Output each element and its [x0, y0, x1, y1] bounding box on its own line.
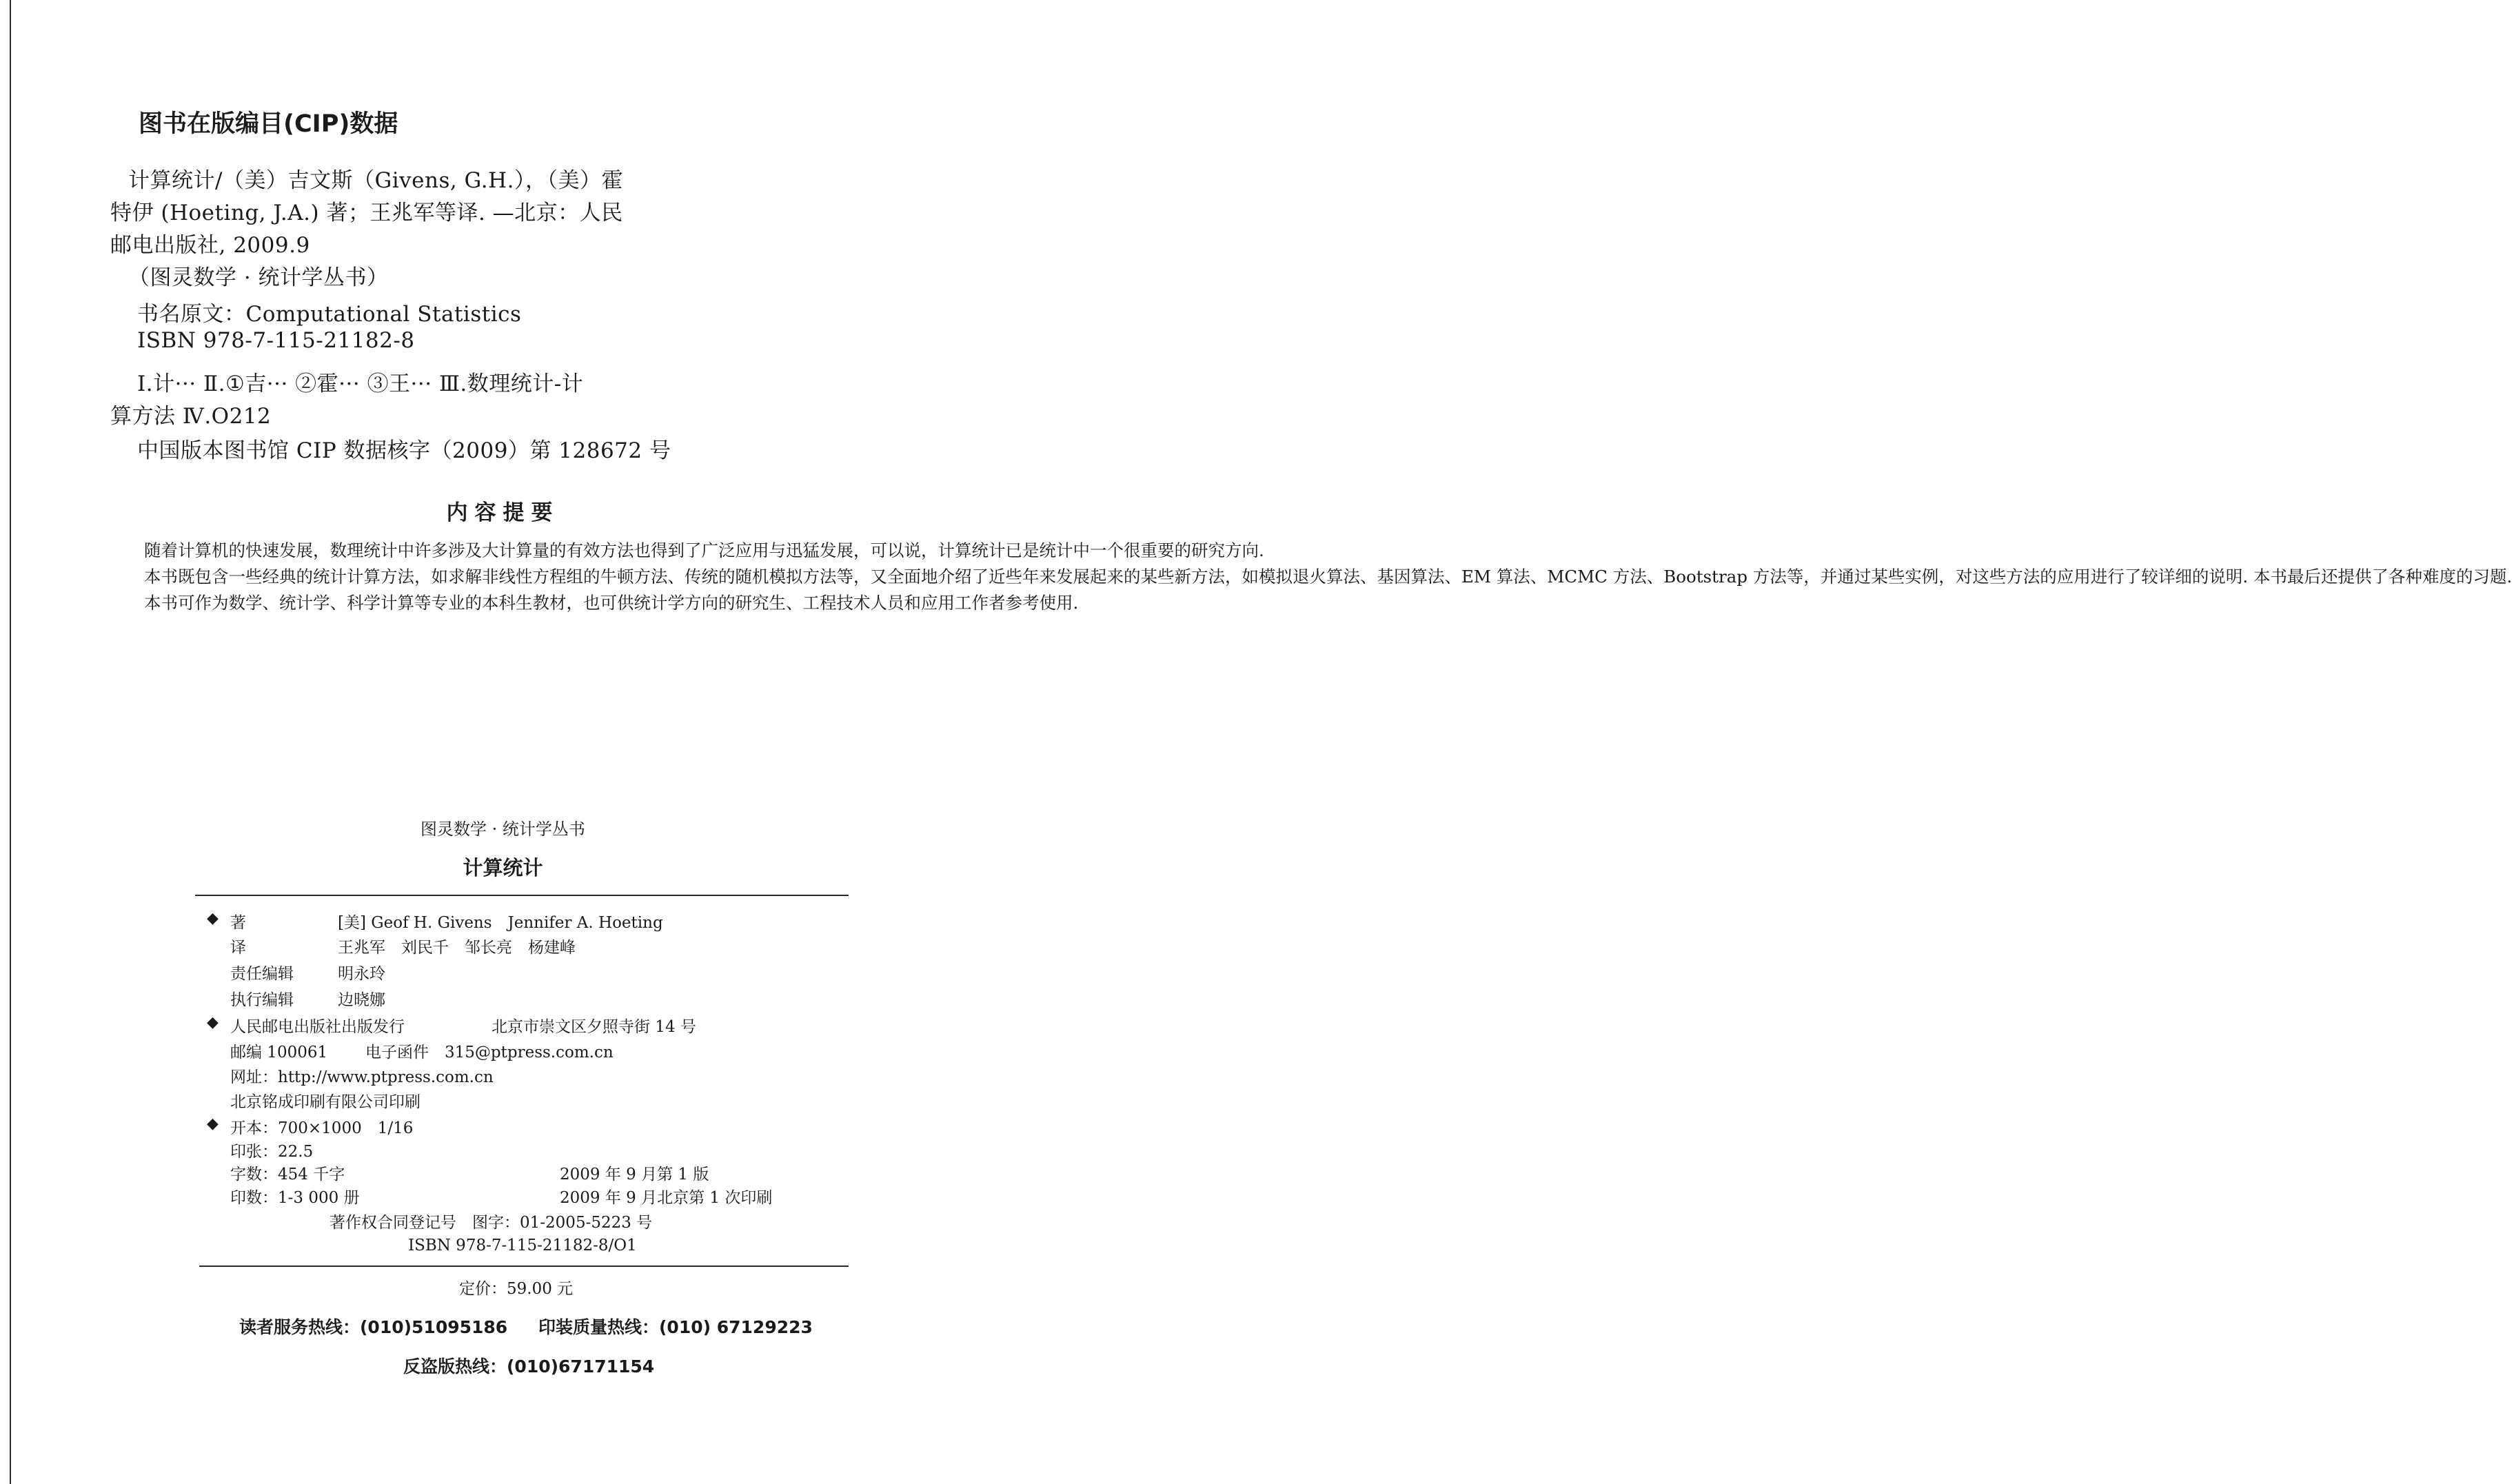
price: 定价：59.00 元: [459, 1280, 574, 1298]
editor-label: 责任编辑: [230, 965, 294, 983]
diamond-bullet-icon: ◆: [207, 1115, 219, 1132]
author-label: 著: [230, 914, 246, 932]
summary-paragraph: 随着计算机的快速发展，数理统计中许多涉及大计算量的有效方法也得到了广泛应用与迅猛发展，可以说，计算统计已是统计中一个很重要的研究方向.: [144, 540, 1264, 560]
cip-line: 邮电出版社, 2009.9: [110, 233, 310, 258]
publisher-address: 北京市崇文区夕照寺街 14 号: [492, 1018, 696, 1036]
cip-line: Ⅰ.计··· Ⅱ.①吉··· ②霍··· ③王··· Ⅲ.数理统计-计: [137, 372, 584, 396]
anti-piracy-hotline: 反盗版热线：(010)67171154: [403, 1356, 655, 1376]
cip-line: 算方法 Ⅳ.O212: [110, 404, 272, 429]
sheets: 印张：22.5: [230, 1143, 314, 1161]
exec-editor-label: 执行编辑: [230, 991, 294, 1009]
cip-title: 图书在版编目(CIP)数据: [139, 110, 398, 138]
editor: 明永玲: [338, 965, 385, 983]
summary-body: [110, 538, 2512, 616]
cip-line: （图灵数学 · 统计学丛书）: [128, 265, 389, 290]
print-run: 印数：1-3 000 册: [230, 1189, 360, 1207]
translators: 王兆军 刘民千 邹长亮 杨建峰: [338, 939, 576, 957]
translator-label: 译: [230, 939, 246, 957]
authors: [美] Geof H. Givens Jennifer A. Hoeting: [338, 914, 663, 932]
publisher: 人民邮电出版社出版发行: [230, 1018, 405, 1036]
summary-title: 内容提要: [446, 500, 560, 525]
quality-hotline: 印装质量热线：(010) 67129223: [538, 1317, 813, 1337]
book-title: 计算统计: [463, 856, 543, 880]
cip-line: 计算统计/（美）吉文斯（Givens, G.H.），（美）霍: [128, 168, 623, 193]
imprint-bottom-rule: [199, 1266, 849, 1267]
printing: 2009 年 9 月北京第 1 次印刷: [560, 1189, 773, 1207]
word-count: 字数：454 千字: [230, 1166, 345, 1183]
diamond-bullet-icon: ◆: [207, 1014, 219, 1031]
website: 网址：http://www.ptpress.com.cn: [230, 1068, 494, 1086]
copyright-registration: 著作权合同登记号 图字：01-2005-5223 号: [330, 1214, 653, 1232]
edition: 2009 年 9 月第 1 版: [560, 1166, 709, 1183]
cip-line: 书名原文：Computational Statistics: [137, 302, 522, 327]
diamond-bullet-icon: ◆: [207, 910, 219, 927]
reader-service-hotline: 读者服务热线：(010)51095186: [239, 1317, 508, 1337]
cip-line: ISBN 978-7-115-21182-8: [137, 328, 415, 353]
series-name: 图灵数学 · 统计学丛书: [421, 820, 585, 839]
imprint-top-rule: [195, 895, 849, 896]
exec-editor: 边晓娜: [338, 991, 385, 1009]
summary-paragraph: 本书可作为数学、统计学、科学计算等专业的本科生教材，也可供统计学方向的研究生、工程技术人员和应用工作者参考使用.: [144, 593, 1079, 613]
format: 开本：700×1000 1/16: [230, 1119, 414, 1137]
isbn-classification: ISBN 978-7-115-21182-8/O1: [408, 1237, 637, 1254]
summary-paragraph: 本书既包含一些经典的统计计算方法，如求解非线性方程组的牛顿方法、传统的随机模拟方法等，又全面地介绍了近些年来发展起来的某些新方法，如模拟退火算法、基因算法、EM 算法、MCMC 方法、Bootstrap 方法等，并通过某些实例，对这些方法的应用进行了较详细的说明. 本书最后还提供了各种难度的习题.: [144, 567, 2512, 587]
postcode: 邮编 100061: [230, 1044, 328, 1061]
printer: 北京铭成印刷有限公司印刷: [230, 1093, 421, 1111]
cip-line: 中国版本图书馆 CIP 数据核字（2009）第 128672 号: [137, 438, 671, 463]
page-edge-line: [10, 0, 11, 1484]
cip-line: 特伊 (Hoeting, J.A.) 著；王兆军等译. —北京：人民: [110, 201, 623, 225]
email: 电子函件 315@ptpress.com.cn: [365, 1044, 614, 1061]
